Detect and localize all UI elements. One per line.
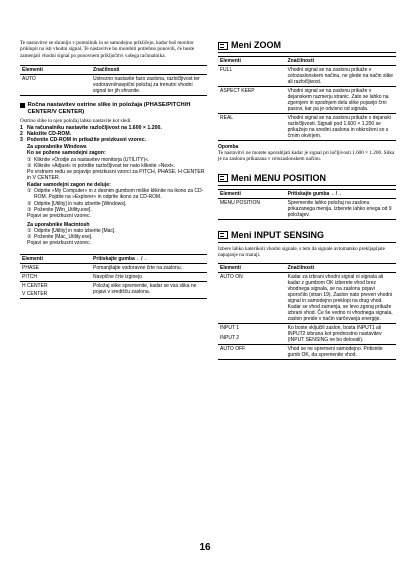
table-cell: FULL (218, 66, 286, 87)
note-title: Opomba (218, 144, 239, 150)
step-text: Na računalniku nastavite razločljivost na 1.600 × 1.200. (27, 124, 162, 131)
table-header: Elementi (20, 66, 91, 75)
substep-number: ③ (27, 206, 32, 213)
substep-text: Odprite [Utility] in nato izberite [Mac]. (34, 227, 116, 234)
zoom-menu-heading (218, 40, 396, 53)
windows-after-text: Po vrstnem redu se pojavijo preizkusni vzorci za PITCH, PHASE, H CENTER in V CENTER. (27, 169, 205, 182)
table-cell: AUTO OFF (218, 344, 286, 359)
substep-item (27, 188, 207, 200)
table-cell: ASPECT KEEP (218, 87, 286, 114)
note-text: Te nastavitvi ne morete uporabljati kadar je signal pri ločljivosti 1.600 × 1.200. Slika je na zaslonu prikazana v celozaslonskem načinu. (218, 150, 395, 163)
step-text: Poženite CD-ROM in prikažite preizkusni vzorec. (27, 137, 147, 144)
windows-instructions (20, 144, 207, 247)
zoom-table (218, 56, 396, 141)
section-heading-text: Ročna nastavitev ostrine slike in položaja (PHASE/PITCH/H CENTER/V CENTER) (27, 102, 191, 116)
windows-noautorun-title: Kadar samodejni zagon ne deluje: (27, 181, 111, 188)
table-cell: PHASE (20, 263, 91, 272)
table-cell: Vhodni signal se na zaslonu prikaže v celozaslonskem načinu, ne glede na način slike ali razločljivost. (286, 66, 396, 87)
zoom-menu-title: Meni ZOOM (231, 40, 281, 50)
input-intro: Izbere lahko katerikoli vhodni signale, s tem da signale avtomatsko prekljapljate napajanje na rnaraji. (218, 245, 385, 259)
auto-table (20, 65, 207, 96)
zoom-menu-icon (218, 42, 228, 50)
table-row (20, 272, 207, 281)
table-cell: INPUT 2 (218, 334, 286, 345)
substep-text: Poženite [Mac_Utility.exe]. (34, 234, 93, 241)
table-cell: Ko boste vključili zaslon, bosta INPUT1 ali INPUT2 izbrana kot prednostno nastavitev (INPUT SENSING ne bo delovali). (286, 323, 396, 344)
table-cell: MENU POSITION (218, 198, 286, 219)
table-cell: H CENTER (22, 282, 48, 289)
table-cell: Položaj slike spremenite, kadar se vsa slika ne pojavi v središču zaslona. (91, 281, 207, 298)
table-header: Značilnosti (286, 57, 396, 66)
table-header: Pritiskajte gumba ←/→ (286, 189, 396, 198)
table-row (218, 87, 396, 114)
substep-text: Odprite [Utility] in nato izberite [Windows]. (34, 200, 127, 207)
substep-number: ① (27, 227, 32, 234)
table-header: Elementi (20, 254, 91, 263)
table-cell: Kadar za izbrani vhodni signal ni signala ali kadar z gumbom OK izberete vhod brez vhodnega signala, se na zaslonu pojavi sporočilo (stran 19). Zaslon nato preveri vhodni signal in samodejno preklopi na drug vhod. Kadar se vhod zamenja, se levo zgoraj prikaže izbrani vhod. Če še vedno ni vhodnega signala, zaslon preide v način varčevanja energije. (286, 272, 396, 323)
intro-paragraph: Te nastavitve se shranijo v pomnilnik in se samodejno prikličejo, kadar boš monitor priklopil na isti vhodni signal. Te nastavitve bo morebiti potrebno ponoviti, če boste zamenjali vhodni signal po ponovnem priključitvi vašega računalnika. (20, 40, 195, 59)
section-intro: Ostrino slike in njen položaj lahko nastavite kot sledi. (20, 118, 132, 125)
table-row (20, 281, 207, 290)
substep-number: ② (27, 234, 32, 241)
table-header: Značilnosti (91, 66, 207, 75)
table-cell: Spremenite lahko položaj na zaslonu prikazanega menija. Izberete lahko enega od 9 položajev. (286, 198, 396, 219)
table-cell: Vhod se ne spremeni samodejno. Pritisnite gumb OK, da spremenite vhod. (286, 344, 396, 359)
step-number: 1 (20, 124, 23, 131)
table-header: Elementi (218, 263, 286, 272)
table-cell: PITCH (20, 272, 91, 281)
adjust-table (20, 254, 207, 299)
table-row (218, 272, 396, 323)
table-row (218, 66, 396, 87)
substep-number: ① (27, 188, 32, 195)
table-cell: Navpične črte izginejo. (91, 272, 207, 281)
position-menu-title: Meni MENU POSITION (231, 172, 327, 183)
position-menu-heading (218, 173, 396, 186)
step-text: Naložite CD-ROM. (27, 131, 72, 138)
substep-text: Kliknite »Orodje za nastavitev monitorja (UTILITY)«. (34, 156, 150, 163)
table-cell: V CENTER (20, 290, 91, 299)
step-number: 3 (20, 137, 23, 144)
table-row (20, 263, 207, 272)
table-row (218, 114, 396, 141)
input-menu-title: Meni INPUT SENSING (231, 229, 325, 240)
table-header: Elementi (218, 189, 286, 198)
section-heading (20, 102, 207, 116)
mac-end-text: Pojavi se preizkusni vzorec. (27, 240, 92, 247)
table-cell: Vhodni signal se na zaslonu prikaže v dejanski razločljivosti. Signali pod 1.600 × 1.200 se prikažejo na sredini zaslona in obkroženi so s črnim okvirjem. (286, 114, 396, 141)
table-header: Elementi (218, 57, 286, 66)
left-column (20, 40, 207, 299)
substep-text: Kliknite »Adjust« in potrdite razločljivost ter nato kliknite »Next«. (34, 162, 176, 169)
windows-title: Za uporabnike Windows (27, 143, 87, 150)
table-header: Značilnosti (286, 263, 396, 272)
input-table (218, 263, 396, 360)
substep-number: ② (27, 200, 32, 207)
table-row (20, 75, 207, 96)
input-menu-icon (218, 231, 228, 239)
page-number: 16 (199, 542, 211, 553)
step-number: 2 (20, 131, 23, 138)
table-cell: AUTO (20, 75, 91, 96)
mac-title: Za uporabnike Macintosh (27, 221, 90, 228)
right-column (218, 40, 396, 360)
table-cell: Vhodni signal se na zaslonu prikaže v dejanskem razmerju stranic. Zato se lahko na zgornjem in spodnjem delu slike pojavijo črni pasovi, kar pa je odvisno od signala. (286, 87, 396, 114)
position-menu-icon (218, 174, 228, 182)
substep-number: ① (27, 156, 32, 163)
table-cell: REAL (218, 114, 286, 141)
square-bullet-icon (20, 103, 25, 108)
table-header: Pritiskajte gumba ←/→ (91, 254, 207, 263)
table-row (218, 323, 396, 334)
substep-number: ② (27, 162, 32, 169)
windows-end-text: Pojavi se preizkusni vzorec. (27, 213, 92, 220)
table-cell: INPUT 1 (220, 324, 240, 331)
substep-text: Poženite [Win_Utility.exe]. (34, 206, 92, 213)
input-menu-heading (218, 230, 396, 243)
table-cell: Pomanjšajte vodoravne črte na zaslonu. (91, 263, 207, 272)
windows-autorun-title: Ko se požene samodejni zagon: (27, 150, 106, 157)
table-row (218, 198, 396, 219)
table-row (218, 344, 396, 359)
table-cell: AUTO ON (218, 272, 286, 323)
table-cell: Ustrezno nastavite fazo zaslona, razločljivost ter vodoravni/navpični položaj za trenutni vhodni signal ter jih shranite. (91, 75, 207, 96)
position-table (218, 189, 396, 220)
substep-text: Odprite »My Computer« in z desnim gumbom miške kliknite na ikono za CD-ROM. Pojdite na »Explorer« in odprite ikono za CD-ROM. (34, 188, 204, 201)
